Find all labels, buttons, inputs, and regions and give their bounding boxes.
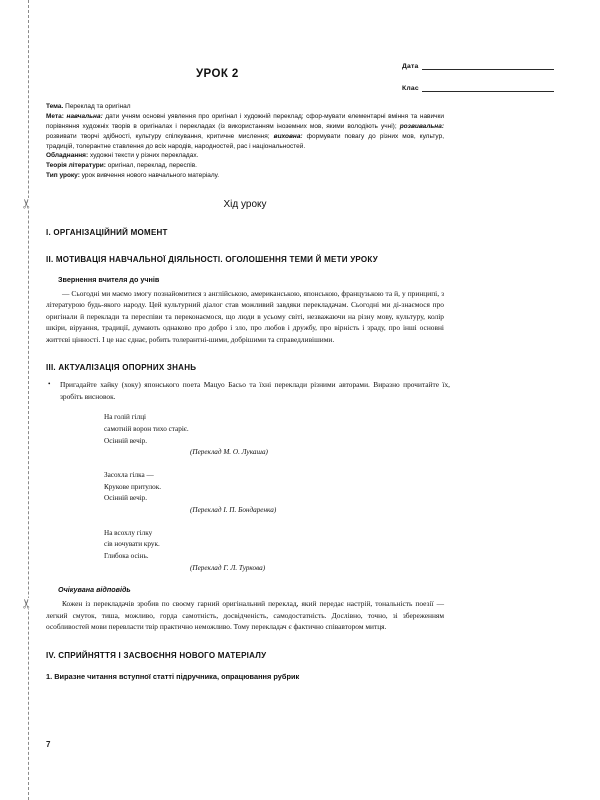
meta-lesson-type-label: Тип уроку: [46,172,80,180]
meta-lesson-type-value: урок вивчення нового навчального матеріалу. [81,172,220,180]
scissors-icon: ✂ [18,598,34,609]
poem-line: На голій гілці [104,413,147,422]
subheading-teacher-address: Звернення вчителя до учнів [58,275,160,284]
meta-topic-label: Тема. [46,103,64,110]
section-heading-4: IV. СПРИЙНЯТТЯ І ЗАСВОЄННЯ НОВОГО МАТЕРІАЛУ [46,650,267,660]
date-field[interactable] [402,62,554,70]
poem-list [104,412,554,574]
poem-item [104,470,554,517]
page-number: 7 [46,740,51,749]
meta-goal-kind-2: розвивальна: [399,122,444,130]
meta-lesson-type [46,171,444,181]
class-field[interactable] [402,84,554,92]
date-field-label: Дата [402,63,419,70]
page-header [46,60,554,100]
poem-line: На всохлу гілку [104,528,153,537]
task-text: Пригадайте хайку (хоку) японського поета Мацуо Басьо та їхні переклади різними авторами. Виразно прочитайте їх, зробіть висновок. [60,380,450,401]
task-bullet-item [46,379,450,402]
meta-goal-text-1: дати учням основні уявлення про оригінал і художній переклад; сфор-мувати елементарні вміння та навички порівняння художніх творів в оригіналах і перекладах (із використанням іноземних мов, якими володіють учні); [46,112,445,130]
meta-theory-value: оригінал, переклад, переспів. [107,162,197,170]
lesson-meta-block [46,102,444,181]
page-title: УРОК 2 [196,68,239,80]
poem-line: Крукове притулок. [104,482,162,491]
meta-equipment-value: художні тексти у різних перекладах. [89,152,199,160]
poem-line: Осінній вечір. [104,436,148,445]
class-field-blank[interactable] [422,84,554,92]
section-4-item-1: 1. Виразне читання вступної статті підручника, опрацювання рубрик [46,671,300,681]
meta-goal-text-3: формувати повагу до різних мов, культур, традицій, толерантне ставлення до всіх народів, народностей, рас і національностей. [46,132,445,150]
class-field-label: Клас [402,85,419,92]
subheading-expected-answer: Очікувана відповідь [58,585,131,595]
meta-theory [46,161,444,171]
section-heading-2: II. МОТИВАЦІЯ НАВЧАЛЬНОЇ ДІЯЛЬНОСТІ. ОГОЛОШЕННЯ ТЕМИ Й МЕТИ УРОКУ [46,255,378,264]
poem-line: сів ночувати крук. [104,540,160,549]
meta-equipment-label: Обладнання: [46,152,89,160]
meta-goal-label: Мета: [46,112,64,120]
section-heading-3: III. АКТУАЛІЗАЦІЯ ОПОРНИХ ЗНАНЬ [46,363,197,373]
scissors-icon: ✂ [18,198,34,209]
form-fields [402,62,554,106]
paragraph-expected-answer: Кожен із перекладачів зробив по своєму гарний оригінальний переклад, який передає настрій, тональність поезії — легкий смуток, тиша, можливо, горда самотність, досвідченість, самодостатність. Дослівно, точно, зі збереженням особливостей мови перевласти твір практично неможливо. Тому перекладач є фактично співавтором митця. [46,599,444,632]
date-field-blank[interactable] [422,62,554,70]
bullet-icon: • [48,380,51,389]
meta-goal-text-2: розвивати творчі здібності, культуру спілкування, критичне мислення; [46,132,270,140]
meta-equipment [46,151,444,161]
page-content [46,60,554,760]
meta-goal-kind-1: навчальна: [66,112,103,120]
poem-credit: (Переклад І. П. Бондаренка) [190,505,277,514]
poem-credit: (Переклад Г. Л. Туркова) [190,563,266,572]
meta-topic [46,102,444,112]
poem-credit: (Переклад М. О. Лукаша) [190,448,268,457]
course-title: Хід уроку [223,199,267,210]
poem-item [104,412,554,459]
meta-theory-label: Теорія літератури: [46,162,106,170]
meta-goal [46,112,444,152]
cut-dashed-line [28,0,29,800]
poem-item [104,528,554,575]
meta-goal-kind-3: виховна: [273,132,303,140]
poem-line: Осінній вечір. [104,494,148,503]
poem-line: Глибока осінь. [104,551,149,560]
poem-line: Засохла гілка — [104,470,154,479]
meta-topic-value: Переклад та оригінал [65,103,131,110]
section-heading-1: I. ОРГАНІЗАЦІЙНИЙ МОМЕНТ [46,228,168,237]
paragraph-teacher-address: — Сьогодні ми маємо змогу познайомитися з англійською, американською, японською, французькою та й, у принципі, з літературою будь-якого народу. Цей культурний діалог став можливий завдяки перекладачам. Сьогодні ми ді-знаємося про оригінали й переклади та переспіви та переконаємося, що люди в усьому світі, незважаючи на різну мову, культуру, колір шкіри, віруання, традиції, думають однаково про добро і зло, про любов і дружбу, про вірність і зраду, про інші основні життєві цінності. І це нас єднає, робить толерантні-шими, добрішими та справедливішими. [46,289,444,344]
poem-line: самотній ворон тихо старіє. [104,424,189,433]
